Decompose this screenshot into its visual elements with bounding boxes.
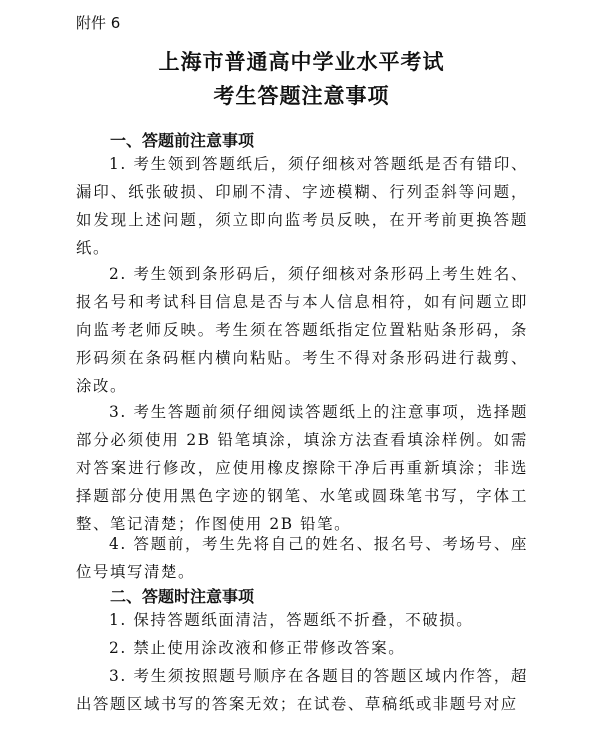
paragraph-item: 2. 禁止使用涂改液和修正带修改答案。 (109, 639, 406, 657)
paragraph-item: 2. 考生领到条形码后，须仔细核对条形码上考生姓名、报名号和考试科目信息是否与本人信息相符，如有问题立即向监考老师反映。考生须在答题纸指定位置粘贴条形码，条形码须在条码框内横向粘贴。考生不得对条形码进行裁剪、涂改。 (76, 265, 528, 395)
paragraph-item: 3. 考生须按照题号顺序在各题目的答题区域内作答，超出答题区域书写的答案无效；在试卷、草稿纸或非题号对应 (76, 667, 528, 713)
document-title: 上海市普通高中学业水平考试 (158, 49, 445, 74)
paragraph-item: 3. 考生答题前须仔细阅读答题纸上的注意事项，选择题部分必须使用 2B 铅笔填涂，填涂方法查看填涂样例。如需对答案进行修改，应使用橡皮擦除干净后再重新填涂；非选择题部分使用黑色字迹的钢笔、水笔或圆珠笔书写，字体工整、笔记清楚；作图使用 2B 铅笔。 (76, 403, 528, 533)
section-heading-before-exam: 一、答题前注意事项 (110, 131, 255, 150)
paragraph-item: 1. 考生领到答题纸后，须仔细核对答题纸是否有错印、漏印、纸张破损、印刷不清、字迹模糊、行列歪斜等问题，如发现上述问题，须立即向监考员反映，在开考前更换答题纸。 (76, 155, 528, 257)
attachment-label: 附件 6 (76, 14, 121, 32)
document-subtitle: 考生答题注意事项 (213, 83, 390, 108)
section-heading-during-exam: 二、答题时注意事项 (110, 587, 255, 606)
paragraph-item: 4. 答题前，考生先将自己的姓名、报名号、考场号、座位号填写清楚。 (76, 535, 528, 581)
paragraph-item: 1. 保持答题纸面清洁，答题纸不折叠，不破损。 (109, 611, 474, 629)
